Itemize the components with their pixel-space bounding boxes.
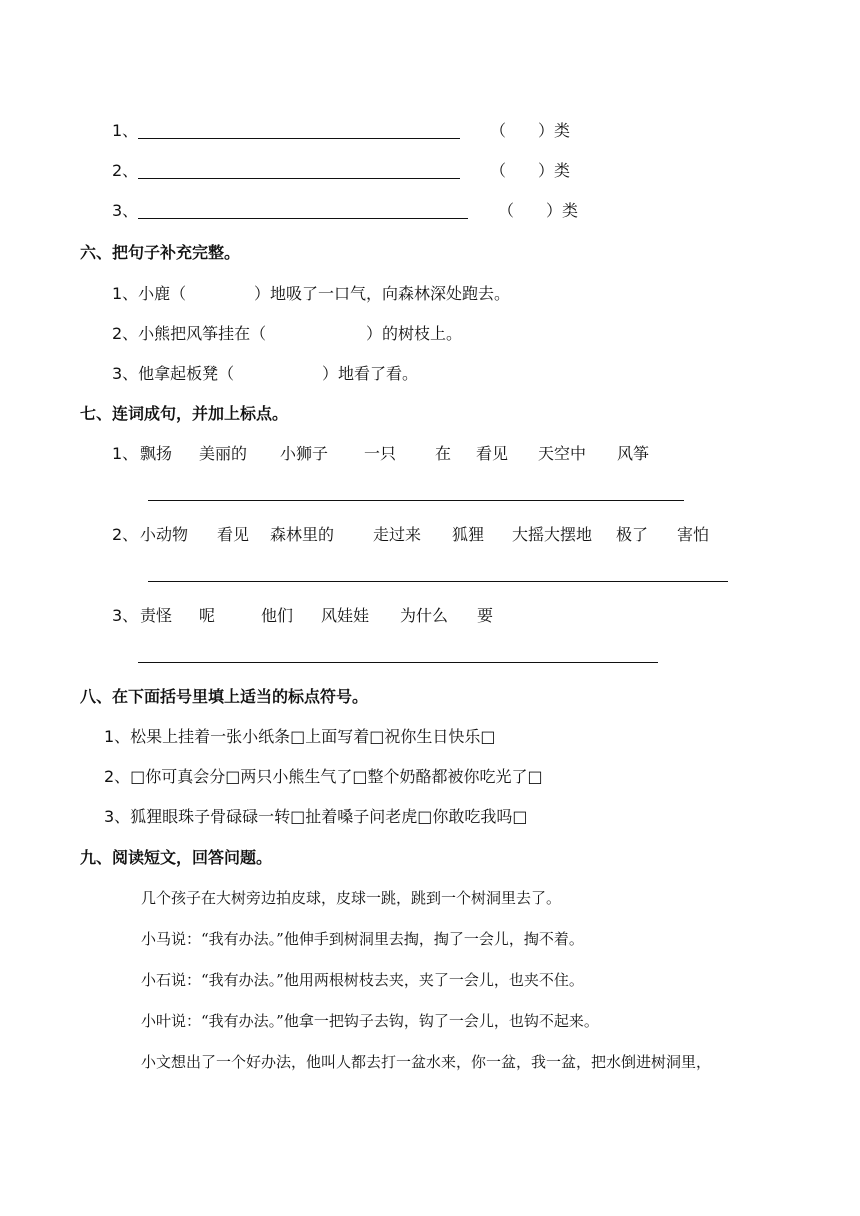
- word: 森林里的: [270, 525, 335, 544]
- word: 呢: [199, 606, 216, 625]
- answer-line[interactable]: [148, 500, 684, 501]
- passage-paragraph-4: 小叶说：“我有办法。”他拿一把钩子去钩，钩了一会儿，也钩不起来。: [141, 1012, 599, 1030]
- sentence-start: 1、小鹿（: [112, 284, 187, 303]
- word: 为什么: [400, 606, 449, 625]
- row-number: 1、: [112, 121, 139, 140]
- passage-paragraph-5: 小文想出了一个好办法，他叫人都去打一盆水来，你一盆，我一盆，把水倒进树洞里，: [141, 1053, 712, 1071]
- word: 看见: [217, 525, 250, 544]
- sentence-end: ）的树枝上。: [366, 324, 463, 343]
- section7-title: 七、连词成句，并加上标点。: [80, 404, 289, 423]
- item-number: 2、: [112, 525, 139, 544]
- section6-title: 六、把句子补充完整。: [80, 243, 241, 262]
- word: 走过来: [373, 525, 422, 544]
- word: 风娃娃: [321, 606, 370, 625]
- word: 看见: [476, 444, 509, 463]
- answer-line[interactable]: [148, 581, 728, 582]
- answer-line[interactable]: [138, 178, 460, 179]
- word: 害怕: [677, 525, 710, 544]
- passage-paragraph-2: 小马说：“我有办法。”他伸手到树洞里去掏，掏了一会儿，掏不着。: [141, 930, 584, 948]
- open-paren: （: [498, 201, 515, 220]
- word: 天空中: [538, 444, 587, 463]
- answer-line[interactable]: [138, 662, 658, 663]
- sentence-start: 3、他拿起板凳（: [112, 364, 235, 383]
- word: 小动物: [140, 525, 189, 544]
- answer-line[interactable]: [138, 138, 460, 139]
- open-paren: （: [490, 121, 507, 140]
- word: 一只: [364, 444, 397, 463]
- word: 狐狸: [452, 525, 485, 544]
- row-number: 2、: [112, 161, 139, 180]
- answer-line[interactable]: [138, 218, 468, 219]
- word: 责怪: [140, 606, 173, 625]
- section8-title: 八、在下面括号里填上适当的标点符号。: [80, 687, 369, 706]
- word: 要: [477, 606, 494, 625]
- word: 极了: [616, 525, 649, 544]
- word: 他们: [261, 606, 294, 625]
- item-number: 1、: [112, 444, 139, 463]
- passage-paragraph-1: 几个孩子在大树旁边拍皮球，皮球一跳，跳到一个树洞里去了。: [141, 889, 562, 907]
- sentence-end: ）地吸了一口气，向森林深处跑去。: [254, 284, 511, 303]
- word: 美丽的: [199, 444, 248, 463]
- category-suffix: ）类: [546, 201, 579, 220]
- passage-paragraph-3: 小石说：“我有办法。”他用两根树枝去夹，夹了一会儿，也夹不住。: [141, 971, 584, 989]
- row-number: 3、: [112, 201, 139, 220]
- sentence-start: 2、小熊把风筝挂在（: [112, 324, 267, 343]
- punctuation-item-3: 3、狐狸眼珠子骨碌碌一转□扯着嗓子问老虎□你敢吃我吗□: [104, 807, 528, 826]
- section9-title: 九、阅读短文，回答问题。: [80, 848, 273, 867]
- sentence-end: ）地看了看。: [322, 364, 419, 383]
- punctuation-item-2: 2、□你可真会分□两只小熊生气了□整个奶酪都被你吃光了□: [104, 767, 543, 786]
- word: 飘扬: [140, 444, 173, 463]
- open-paren: （: [490, 161, 507, 180]
- word: 小狮子: [280, 444, 329, 463]
- word: 在: [435, 444, 452, 463]
- category-suffix: ）类: [538, 161, 571, 180]
- word: 风筝: [617, 444, 650, 463]
- punctuation-item-1: 1、松果上挂着一张小纸条□上面写着□祝你生日快乐□: [104, 727, 496, 746]
- item-number: 3、: [112, 606, 139, 625]
- word: 大摇大摆地: [512, 525, 593, 544]
- category-suffix: ）类: [538, 121, 571, 140]
